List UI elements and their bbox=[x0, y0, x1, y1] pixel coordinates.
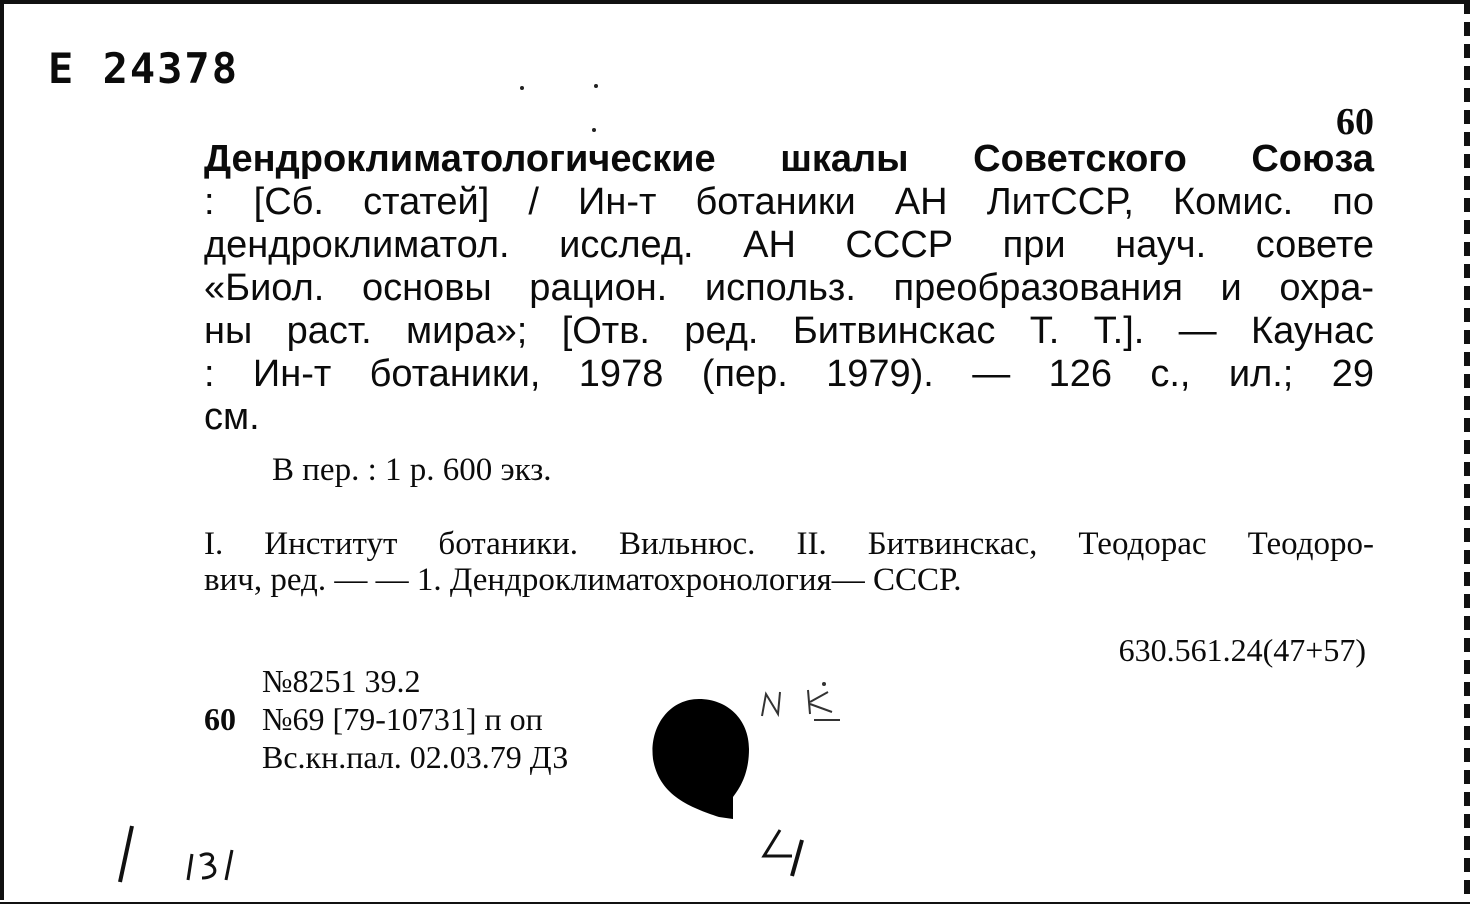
top-number: 60 bbox=[1336, 101, 1374, 143]
card-codes bbox=[204, 662, 568, 776]
code-text: Вс.кн.пал. 02.03.79 ДЗ bbox=[262, 739, 569, 775]
code-row bbox=[204, 700, 568, 738]
bibliographic-description bbox=[204, 138, 1374, 439]
card-border-left bbox=[0, 0, 4, 906]
inventory-number: Е 24378 bbox=[48, 44, 240, 93]
description-line: «Биол. основы рацион. использ. преобразования и охра- bbox=[204, 267, 1374, 309]
handwritten-mark-ne bbox=[758, 680, 848, 726]
code-row bbox=[204, 662, 568, 700]
description-line: дендроклиматол. исслед. АН СССР при науч. совете bbox=[204, 224, 1374, 266]
handwritten-stroke bbox=[112, 822, 142, 886]
card-border-top bbox=[0, 0, 1470, 4]
handwritten-number-4 bbox=[758, 826, 814, 880]
description-line: : [Сб. статей] / Ин-т ботаники АН ЛитССР, Комис. по bbox=[204, 181, 1374, 223]
book-title: Дендроклиматологические шкалы Советского Союза bbox=[204, 138, 1374, 180]
price-line: В пер. : 1 р. 600 экз. bbox=[272, 452, 552, 488]
code-text: №69 [79-10731] п оп bbox=[262, 701, 543, 737]
code-prefix bbox=[204, 662, 262, 700]
description-line: ны раст. мира»; [Отв. ред. Битвинскас Т. Т.]. — Каунас bbox=[204, 310, 1374, 352]
speck bbox=[594, 84, 598, 88]
tracing-line: I. Институт ботаники. Вильнюс. II. Битвинскас, Теодорас Теодоро- bbox=[204, 526, 1374, 562]
card-border-right bbox=[1464, 0, 1470, 906]
speck bbox=[592, 128, 596, 132]
code-row bbox=[204, 738, 568, 776]
handwritten-number-131 bbox=[184, 846, 254, 886]
tracings bbox=[204, 526, 1374, 598]
code-prefix bbox=[204, 738, 262, 776]
code-text: №8251 39.2 bbox=[262, 663, 421, 699]
speck bbox=[520, 86, 524, 90]
card-border-bottom bbox=[0, 900, 1470, 906]
classification-code: 630.561.24(47+57) bbox=[1118, 632, 1366, 668]
punch-hole-blot bbox=[649, 697, 751, 821]
tracing-line: вич, ред. — — 1. Дендроклиматохронология— СССР. bbox=[204, 562, 962, 598]
description-line: см. bbox=[204, 396, 260, 438]
description-line: : Ин-т ботаники, 1978 (пер. 1979). — 126 с., ил.; 29 bbox=[204, 353, 1374, 395]
code-prefix: 60 bbox=[204, 701, 236, 737]
